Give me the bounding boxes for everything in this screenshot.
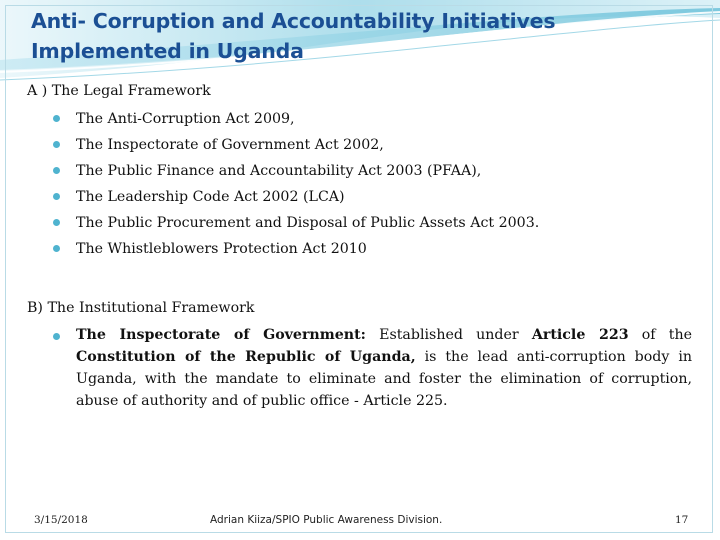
list-item: The Whistleblowers Protection Act 2010 bbox=[51, 236, 692, 262]
list-item: The Anti-Corruption Act 2009, bbox=[51, 106, 692, 132]
list-item: The Leadership Code Act 2002 (LCA) bbox=[51, 184, 692, 210]
section-b-heading: B) The Institutional Framework bbox=[27, 300, 255, 316]
slide-body bbox=[27, 80, 692, 412]
inspectorate-paragraph: The Inspectorate of Government: Established under Article 223 of the Constitution of the Republic of Uganda, is the lead anti-corruption body in Uganda, with the mandate to eliminate and foster the elimination of corruption, abuse of authority and of public office - Article 225. bbox=[76, 327, 692, 409]
bullet-icon bbox=[53, 245, 60, 252]
list-item: The Public Finance and Accountability Act 2003 (PFAA), bbox=[51, 158, 692, 184]
list-item: The Inspectorate of Government Act 2002, bbox=[51, 132, 692, 158]
bullet-icon bbox=[53, 141, 60, 148]
institutional-framework-item bbox=[27, 324, 692, 412]
section-a-heading: A ) The Legal Framework bbox=[27, 83, 211, 99]
bullet-icon bbox=[53, 219, 60, 226]
list-item: The Public Procurement and Disposal of Public Assets Act 2003. bbox=[51, 210, 692, 236]
bullet-icon bbox=[53, 115, 60, 122]
legal-framework-list bbox=[27, 106, 692, 262]
footer-date: 3/15/2018 bbox=[34, 514, 88, 526]
footer-author: Adrian Kiiza/SPIO Public Awareness Division. bbox=[210, 514, 443, 526]
slide-title: Anti- Corruption and Accountability Initiatives Implemented in Uganda bbox=[31, 9, 556, 63]
footer-page-number: 17 bbox=[675, 514, 689, 526]
bullet-icon bbox=[53, 193, 60, 200]
bullet-icon bbox=[53, 333, 60, 340]
bullet-icon bbox=[53, 167, 60, 174]
